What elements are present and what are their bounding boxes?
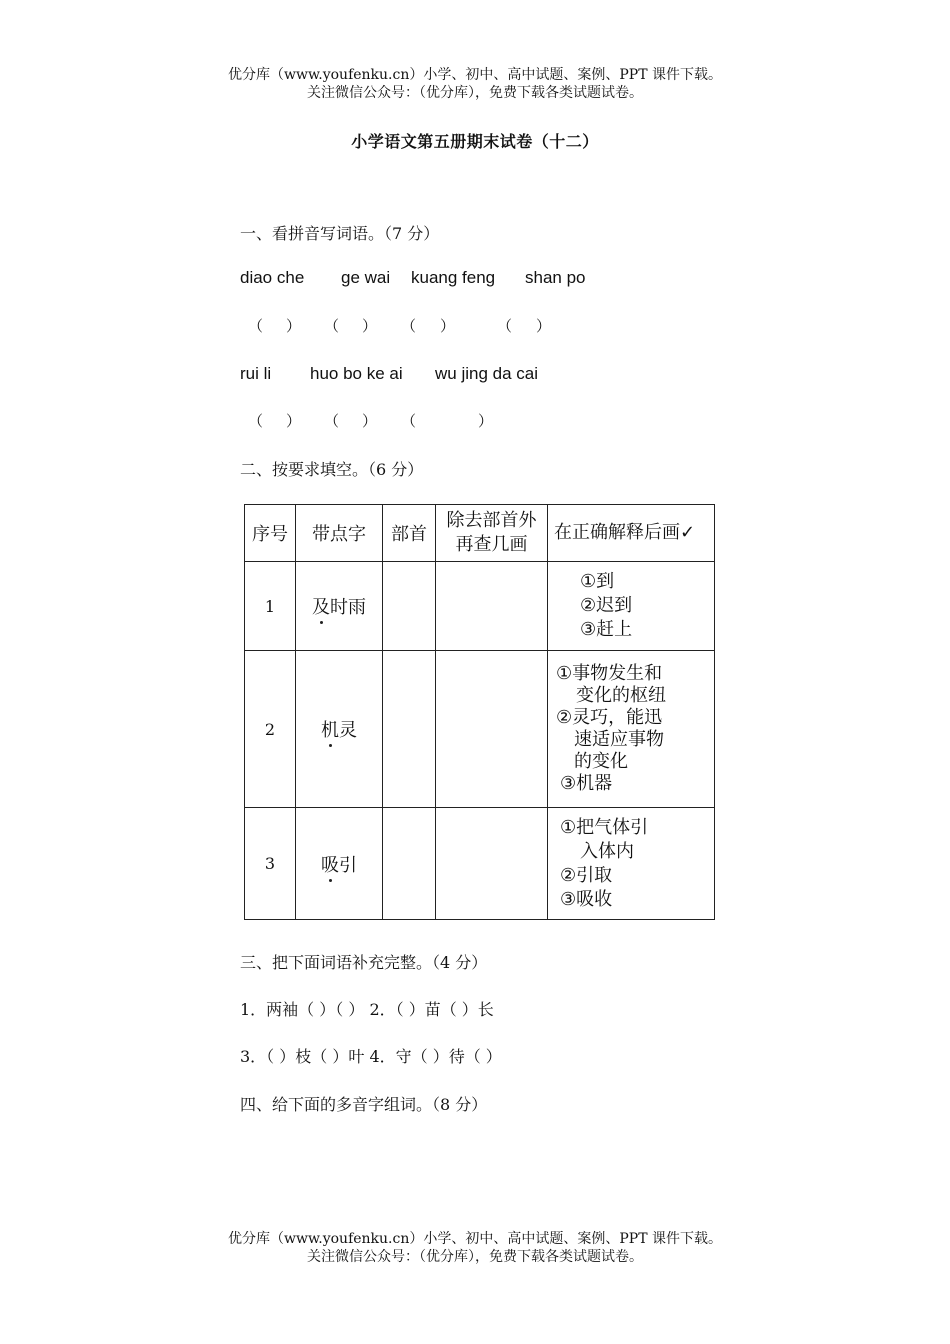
option[interactable]: ③赶上 [580, 619, 633, 640]
row-word [296, 808, 383, 920]
blank-close: ） [286, 317, 302, 335]
option[interactable]: ③吸收 [560, 888, 613, 910]
word-rest: 灵 [339, 720, 357, 741]
dotted-char: 及 [312, 593, 330, 619]
footer-line-1: 优分库（www.youfenku.cn）小学、初中、高中试题、案例、PPT 课件下载。 [227, 1231, 722, 1247]
page-footer [0, 1230, 950, 1266]
explanation-options[interactable] [548, 651, 715, 808]
dotted-char: 机 [321, 716, 339, 742]
radical-answer-cell[interactable] [383, 651, 436, 808]
option[interactable]: ②迟到 [580, 595, 633, 616]
blank-close: ） [286, 412, 302, 430]
blank-close: ） [440, 317, 456, 335]
pinyin-item: huo bo ke ai [310, 364, 403, 383]
option-continued: 的变化 [574, 751, 628, 772]
page-header [0, 66, 950, 102]
blank-close: ） [478, 412, 494, 430]
option[interactable]: ②灵巧，能迅 [556, 707, 663, 728]
page-title: 小学语文第五册期末试卷（十二） [351, 132, 599, 151]
row-number: 2 [245, 651, 296, 808]
option-continued: 入体内 [580, 840, 634, 862]
blank-close: ） [536, 317, 552, 335]
pinyin-item: rui li [240, 364, 272, 383]
blank-open: （ [401, 412, 417, 430]
explanation-options[interactable] [548, 808, 715, 920]
table-row [245, 562, 715, 651]
radical-answer-cell[interactable] [383, 808, 436, 920]
pinyin-item: kuang feng [411, 268, 496, 287]
col-header-strokes: 除去部首外再查几画 [436, 505, 548, 562]
section3-line-1: 1．两袖（ ）（ ） 2．（ ）苗（ ）长 [240, 1000, 494, 1019]
strokes-answer-cell[interactable] [436, 562, 548, 651]
table-header-row [245, 505, 715, 562]
col-header-explanation: 在正确解释后画✓ [548, 505, 715, 562]
option[interactable]: ①把气体引 [560, 816, 649, 838]
word-rest: 时雨 [330, 597, 366, 618]
table-row [245, 808, 715, 920]
pinyin-item: diao che [240, 268, 305, 287]
pinyin-item: ge wai [341, 268, 391, 287]
blank-open: （ [324, 317, 340, 335]
radical-answer-cell[interactable] [383, 562, 436, 651]
col-header-radical: 部首 [383, 505, 436, 562]
dotted-char: 吸 [321, 851, 339, 877]
footer-line-2: 关注微信公众号：（优分库），免费下载各类试题试卷。 [307, 1249, 643, 1265]
row-number: 3 [245, 808, 296, 920]
strokes-answer-cell[interactable] [436, 651, 548, 808]
blank-close: ） [362, 412, 378, 430]
blank-open: （ [248, 412, 264, 430]
col-header-dotted-char: 带点字 [296, 505, 383, 562]
section3-heading: 三、把下面词语补充完整。（4 分） [240, 953, 488, 972]
row-word [296, 651, 383, 808]
section3-line-2: 3．（ ）枝（ ）叶 4．守（ ）待（ ） [240, 1047, 502, 1066]
section4-heading: 四、给下面的多音字组词。（8 分） [240, 1095, 488, 1114]
strokes-answer-cell[interactable] [436, 808, 548, 920]
blank-open: （ [248, 317, 264, 335]
fill-in-table [244, 504, 715, 920]
blank-open: （ [497, 317, 513, 335]
row-word [296, 562, 383, 651]
option[interactable]: ③机器 [560, 773, 613, 794]
option[interactable]: ①事物发生和 [556, 663, 663, 684]
option-continued: 变化的枢纽 [576, 685, 666, 706]
explanation-options[interactable] [548, 562, 715, 651]
pinyin-item: wu jing da cai [435, 364, 539, 383]
row-number: 1 [245, 562, 296, 651]
blank-close: ） [362, 317, 378, 335]
header-line-2: 关注微信公众号：（优分库），免费下载各类试题试卷。 [307, 85, 643, 101]
blank-open: （ [401, 317, 417, 335]
col-header-number: 序号 [245, 505, 296, 562]
header-line-1: 优分库（www.youfenku.cn）小学、初中、高中试题、案例、PPT 课件下载。 [227, 67, 722, 83]
section1-heading: 一、看拼音写词语。（7 分） [240, 224, 440, 243]
option[interactable]: ①到 [580, 571, 615, 592]
blank-open: （ [324, 412, 340, 430]
word-rest: 引 [339, 854, 357, 876]
pinyin-item: shan po [525, 268, 586, 287]
option[interactable]: ②引取 [560, 864, 613, 886]
section2-heading: 二、按要求填空。（6 分） [240, 460, 424, 479]
option-continued: 速适应事物 [574, 729, 664, 750]
table-row [245, 651, 715, 808]
